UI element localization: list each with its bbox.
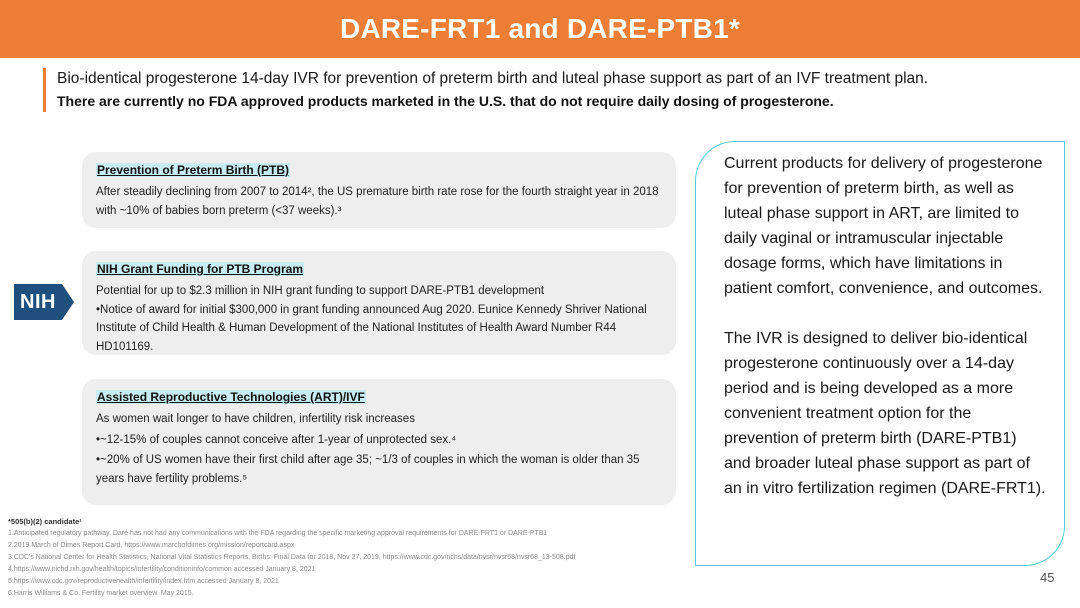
intro-line-2: There are currently no FDA approved products marketed in the U.S. that do not require daily dosing of progesterone. [57,93,834,109]
card-text: As women wait longer to have children, infertility risk increases [96,413,415,425]
card-title: Assisted Reproductive Technologies (ART)/IVF [97,390,365,404]
nih-logo [14,284,74,320]
page-number: 45 [1040,570,1055,585]
footnote-item: 2.2019 March of Dimes Report Card, https://www.marchofdimes.org/mission/reportcard.aspx [8,542,295,549]
footnote-item: 4.https://www.nichd.nih.gov/health/topics/infertility/conditioninfo/common accessed January 8, 2021 [8,566,316,573]
footnote-item: 3.CDC's National Center for Health Statistics, National Vital Statistics Reports, Births: Final Data for 2018, Nov 27, 2019, https://www.cdc.gov/nchs/data/nvsr/nvsr68/nvsr68_13-508.pdf [8,554,576,561]
footnote-item: 6.Harris Williams & Co. Fertility market overview. May 2015. [8,590,194,597]
card-text: Potential for up to $2.3 million in NIH grant funding to support DARE-PTB1 development [96,285,545,297]
card-text: •~20% of US women have their first child after age 35; ~1/3 of couples in which the woman is older than 35 years have fertility problems.⁵ [96,454,640,485]
page-title: DARE-FRT1 and DARE-PTB1* [340,13,740,44]
footnotes [8,516,708,600]
card-art-ivf [82,379,676,505]
intro-block [43,68,1043,112]
card-text: •~12-15% of couples cannot conceive after 1-year of unprotected sex.⁴ [96,433,457,446]
card-text: •Notice of award for initial $300,000 in grant funding announced Aug 2020. Eunice Kennedy Shriver National Institute of Child Health & Human Development of the National Institutes of Health Award Number R44 HD101169. [96,303,647,353]
card-text: After steadily declining from 2007 to 2014², the US premature birth rate rose for the fourth straight year in 2018 with ~10% of babies born preterm (<37 weeks).³ [96,186,659,217]
nih-logo-text: NIH [14,284,62,320]
footnote-heading: *505(b)(2) candidate¹ [8,517,82,526]
card-title: Prevention of Preterm Birth (PTB) [97,163,290,177]
card-title: NIH Grant Funding for PTB Program [97,262,303,276]
title-banner [0,0,1080,58]
intro-line-1: Bio-identical progesterone 14-day IVR for prevention of preterm birth and luteal phase support as part of an IVF treatment plan. [57,70,929,87]
card-nih-grant [82,251,676,355]
nih-chevron-icon [62,284,74,320]
footnote-item: 5.https://www.cdc.gov/reproductivehealth/infertility/index.htm accessed January 8, 2021 [8,578,279,585]
card-preterm-birth [82,152,676,228]
footnote-item: 1.Anticipated regulatory pathway. Daré has not had any communications with the FDA regarding the specific marketing approval requirements for DARE-FRT1 or DARE-PTB1 [8,530,548,537]
callout-box [695,141,1065,566]
callout-paragraph-1: Current products for delivery of progesterone for prevention of preterm birth, as well as luteal phase support in ART, are limited to daily vaginal or intramuscular injectable dosage forms, which have limitations in patient comfort, convenience, and outcomes. [724,155,1043,297]
callout-paragraph-2: The IVR is designed to deliver bio-identical progesterone continuously over a 14-day period and is being developed as a more convenient treatment option for the prevention of preterm birth (DARE-PTB1) and broader luteal phase support as part of an in vitro fertilization regimen (DARE-FRT1). [724,330,1046,497]
